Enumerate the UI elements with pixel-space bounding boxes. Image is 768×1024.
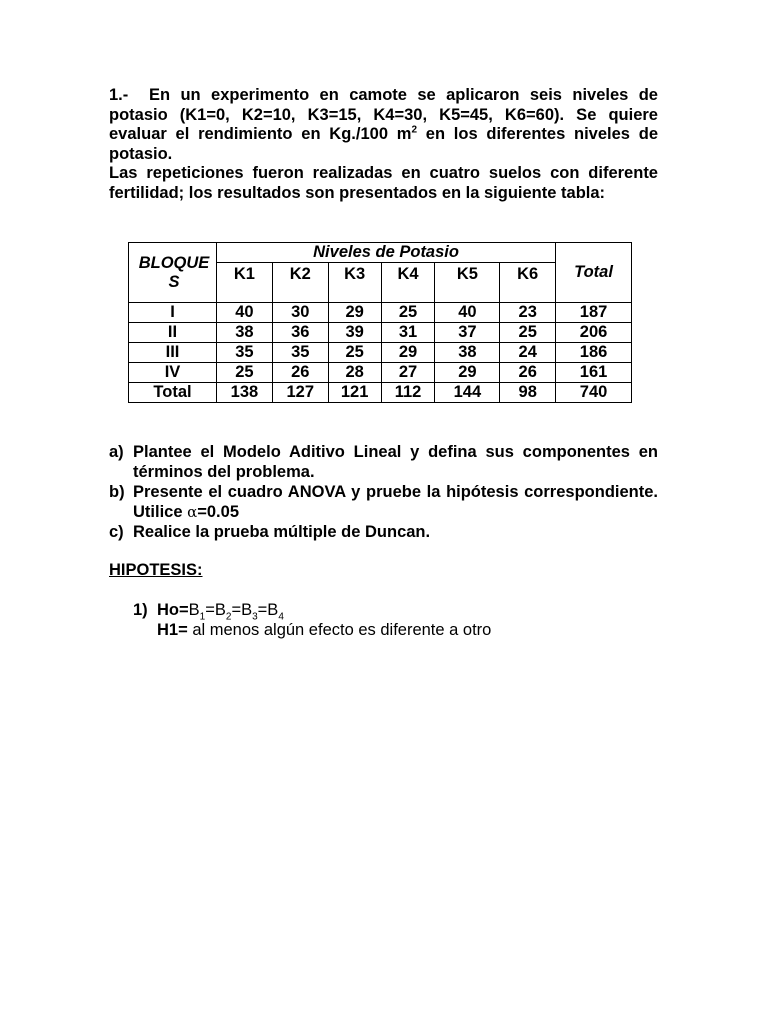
table-cell: 36 <box>272 323 328 343</box>
col-header-k1: K1 <box>216 263 272 303</box>
column-total: 144 <box>435 383 500 403</box>
total-header: Total <box>556 243 632 303</box>
totals-row <box>129 383 632 403</box>
table-row <box>129 343 632 363</box>
col-header-k2: K2 <box>272 263 328 303</box>
question-b <box>109 482 658 522</box>
h0-sub-4: 4 <box>278 611 284 623</box>
row-label: III <box>129 343 217 363</box>
h0-sub-1: 1 <box>199 611 206 623</box>
col-header-k3: K3 <box>328 263 381 303</box>
table-cell: 23 <box>500 303 556 323</box>
row-label: I <box>129 303 217 323</box>
problem-text-1: En un experimento en camote se aplicaron seis niveles de potasio (K1=0, K2=10, K3=15, K4=30, K5=45, K6=60). Se quiere evaluar el rendimiento en Kg./100 m <box>109 86 658 144</box>
question-letter: b) <box>109 483 125 501</box>
h0-sub-2: 2 <box>225 611 232 623</box>
table-cell: 25 <box>328 343 381 363</box>
alpha-value: =0.05 <box>197 503 239 521</box>
hypothesis-title: HIPOTESIS: <box>109 561 203 579</box>
table-row <box>129 303 632 323</box>
table-cell: 30 <box>272 303 328 323</box>
superscript-2: 2 <box>411 124 417 136</box>
table-cell: 25 <box>381 303 435 323</box>
table-cell: 29 <box>328 303 381 323</box>
table-cell: 31 <box>381 323 435 343</box>
row-total: 206 <box>556 323 632 343</box>
h1-content <box>157 620 491 640</box>
table-cell: 24 <box>500 343 556 363</box>
problem-text-1-tail: en los diferentes niveles de potasio. <box>109 125 658 163</box>
problem-paragraph-2: Las repeticiones fueron realizadas en cuatro suelos con diferente fertilidad; los resultados son presentados en la siguiente tabla: <box>109 164 658 202</box>
problem-statement <box>109 86 658 204</box>
h0-content <box>157 600 284 623</box>
question-c <box>109 522 658 542</box>
row-total: 161 <box>556 363 632 383</box>
h0-label: Ho= <box>157 601 189 619</box>
table-cell: 40 <box>216 303 272 323</box>
question-letter: a) <box>109 443 124 461</box>
h0-eq-b: =B <box>257 601 279 619</box>
table-cell: 35 <box>216 343 272 363</box>
table-cell: 38 <box>435 343 500 363</box>
question-text: Realice la prueba múltiple de Duncan. <box>133 523 431 541</box>
column-total: 112 <box>381 383 435 403</box>
table-row <box>129 363 632 383</box>
table-cell: 39 <box>328 323 381 343</box>
row-total: 186 <box>556 343 632 363</box>
question-text <box>133 482 658 522</box>
table-cell: 38 <box>216 323 272 343</box>
row-total: 187 <box>556 303 632 323</box>
h0-b: B <box>188 601 200 619</box>
table-cell: 26 <box>500 363 556 383</box>
h0-eq-b: =B <box>231 601 253 619</box>
table-row <box>129 323 632 343</box>
table-cell: 40 <box>435 303 500 323</box>
col-header-k4: K4 <box>381 263 435 303</box>
column-total: 98 <box>500 383 556 403</box>
col-header-k5: K5 <box>435 263 500 303</box>
table-cell: 27 <box>381 363 435 383</box>
row-label: II <box>129 323 217 343</box>
bloques-header-text: BLOQUES <box>138 253 210 291</box>
h1-text: al menos algún efecto es diferente a otro <box>187 621 492 639</box>
table-cell: 26 <box>272 363 328 383</box>
table-cell: 35 <box>272 343 328 363</box>
question-letter: c) <box>109 523 124 541</box>
potassium-data-table <box>128 242 632 403</box>
question-text: Plantee el Modelo Aditivo Lineal y defina sus componentes en términos del problema. <box>133 443 658 481</box>
hypothesis-number: 1) <box>133 601 148 619</box>
table-cell: 25 <box>216 363 272 383</box>
table-cell: 28 <box>328 363 381 383</box>
col-header-k6: K6 <box>500 263 556 303</box>
question-a <box>109 442 658 482</box>
column-total: 121 <box>328 383 381 403</box>
grand-total: 740 <box>556 383 632 403</box>
row-label: IV <box>129 363 217 383</box>
niveles-header: Niveles de Potasio <box>216 243 555 263</box>
h1-line <box>133 620 491 640</box>
table-cell: 29 <box>435 363 500 383</box>
column-total: 127 <box>272 383 328 403</box>
h0-line <box>133 600 491 623</box>
totals-label: Total <box>129 383 217 403</box>
problem-number: 1.- <box>109 86 129 104</box>
question-b-text: Presente el cuadro ANOVA y pruebe la hipótesis correspondiente. Utilice <box>133 483 658 521</box>
h1-label: H1= <box>157 621 188 639</box>
table-cell: 37 <box>435 323 500 343</box>
column-total: 138 <box>216 383 272 403</box>
h0-sub-3: 3 <box>252 611 258 623</box>
h0-eq-b: =B <box>205 601 226 619</box>
hypothesis-block <box>133 600 491 640</box>
h1-indent <box>133 620 157 640</box>
question-list <box>109 442 658 542</box>
alpha-symbol: α <box>187 503 198 521</box>
problem-paragraph-1 <box>109 86 658 164</box>
bloques-header <box>129 243 217 303</box>
table-cell: 25 <box>500 323 556 343</box>
table-cell: 29 <box>381 343 435 363</box>
